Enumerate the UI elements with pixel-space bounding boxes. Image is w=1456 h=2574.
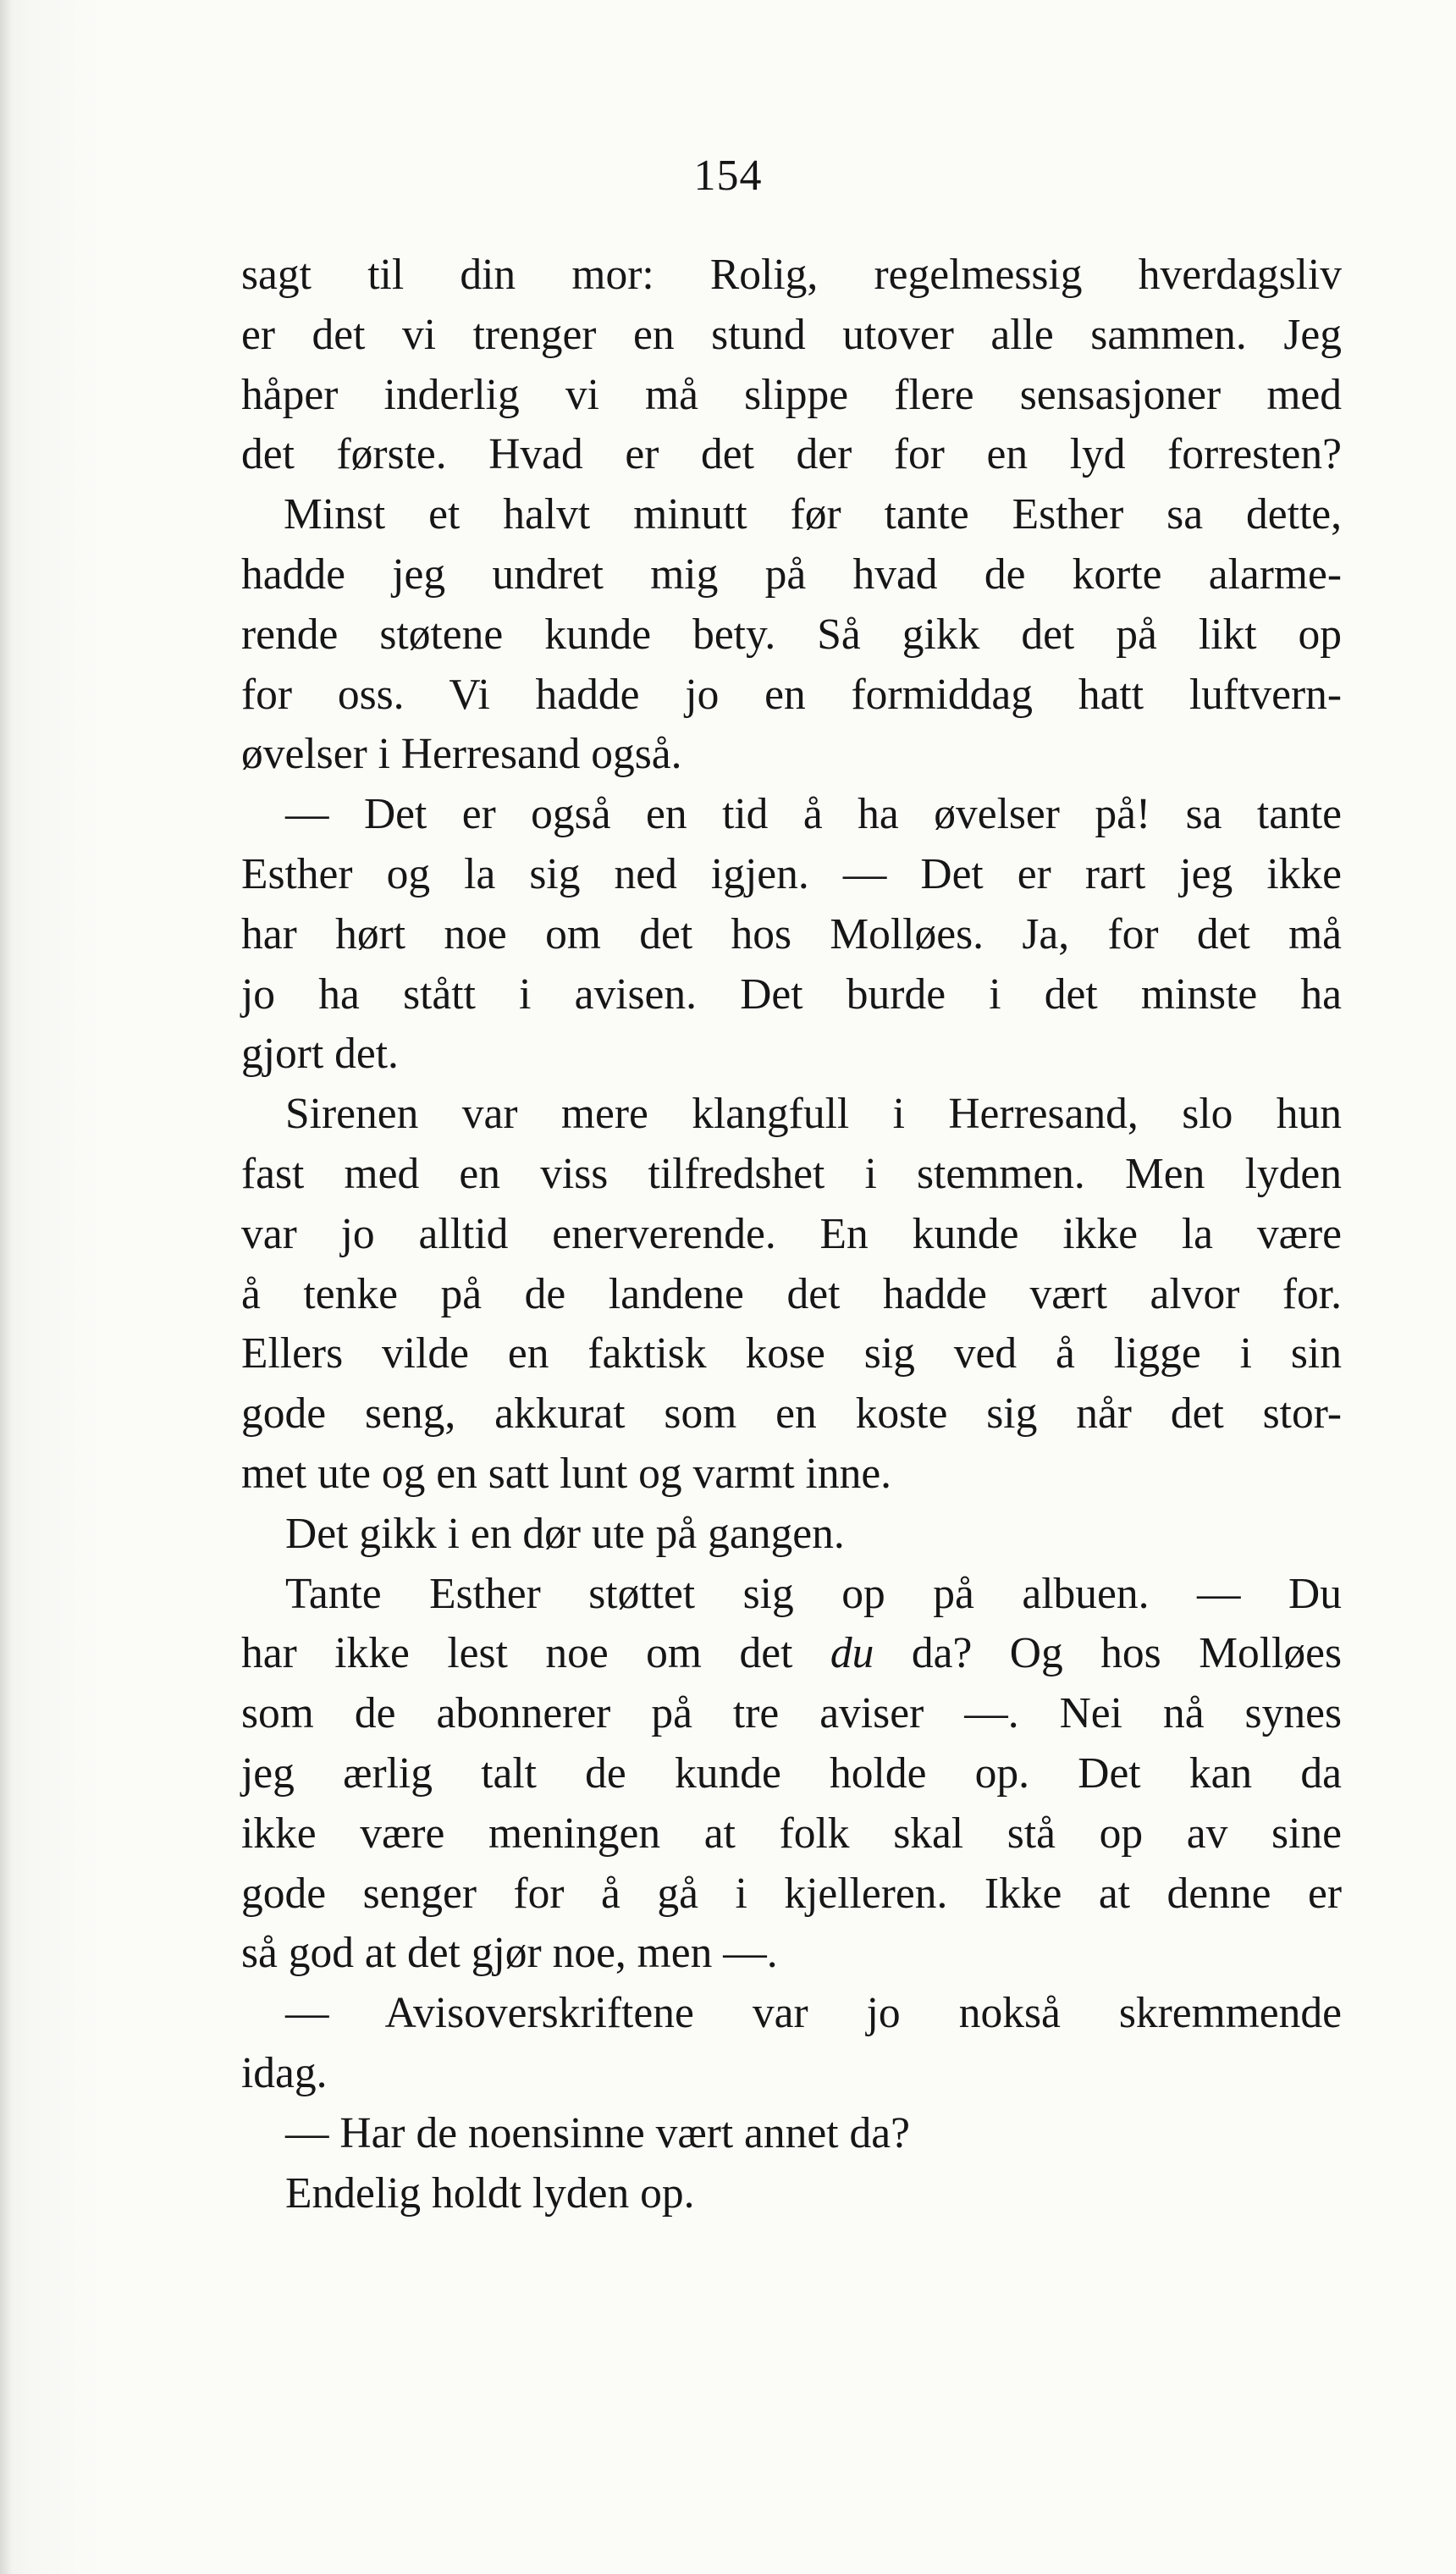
text-line: Esther og la sig ned igjen. — Det er rart jeg ikke [241, 849, 1342, 898]
text-line: idag. [241, 2048, 328, 2097]
text-line: Sirenen var mere klangfull i Herresand, slo hun [285, 1090, 1342, 1139]
text-line: Endelig holdt lyden op. [285, 2168, 695, 2218]
text-line: gode senger for å gå i kjelleren. Ikke at denne er [241, 1869, 1342, 1918]
text-line: Tante Esther støttet sig op på albuen. — Du [285, 1569, 1342, 1618]
body-text [241, 246, 1342, 2223]
text-line: ikke være meningen at folk skal stå op av sine [241, 1809, 1342, 1858]
text-line: — Har de noensinne vært annet da? [285, 2108, 910, 2157]
text-line: Det gikk i en dør ute på gangen. [285, 1509, 845, 1558]
text-line: gode seng, akkurat som en koste sig når det stor- [241, 1389, 1342, 1439]
text-line: Ellers vilde en faktisk kose sig ved å ligge i sin [241, 1329, 1342, 1378]
text-line: så god at det gjør noe, men —. [241, 1929, 778, 1978]
text-line: har hørt noe om det hos Molløes. Ja, for det må [241, 909, 1342, 958]
emphasis: du [830, 1629, 874, 1678]
text-line: håper inderlig vi må slippe flere sensasjoner med [241, 370, 1342, 419]
text-line: som de abonnerer på tre aviser —. Nei nå synes [241, 1689, 1342, 1738]
text-line: er det vi trenger en stund utover alle sammen. Jeg [241, 310, 1342, 359]
text-line: rende støtene kunde bety. Så gikk det på likt op [241, 610, 1342, 659]
text-line: met ute og en satt lunt og varmt inne. [241, 1449, 892, 1498]
text-line: hadde jeg undret mig på hvad de korte alarme- [241, 550, 1342, 599]
text-line: var jo alltid enerverende. En kunde ikke la være [241, 1209, 1342, 1258]
text-line: — Det er også en tid å ha øvelser på! sa tante [285, 790, 1342, 839]
text-line: jeg ærlig talt de kunde holde op. Det kan da [241, 1748, 1342, 1798]
text-line: har ikke lest noe om det du da? Og hos Molløes [241, 1629, 1342, 1678]
text-line: fast med en viss tilfredshet i stemmen. Men lyden [241, 1149, 1342, 1198]
text-line: gjort det. [241, 1030, 399, 1079]
text-line: — Avisoverskriftene var jo nokså skremmende [285, 1989, 1342, 2038]
page-edge-shadow [0, 0, 12, 2574]
text-line: sagt til din mor: Rolig, regelmessig hverdagsliv [241, 251, 1342, 299]
text-line: jo ha stått i avisen. Det burde i det minste ha [241, 969, 1342, 1019]
text-line: å tenke på de landene det hadde vært alvor for. [241, 1269, 1342, 1318]
text-line: det første. Hvad er det der for en lyd forresten? [241, 430, 1342, 479]
text-line: øvelser i Herresand også. [241, 730, 682, 779]
text-line: for oss. Vi hadde jo en formiddag hatt luftvern- [241, 670, 1342, 719]
page-number: 154 [693, 152, 763, 200]
text-line: Minst et halvt minutt før tante Esther sa dette, [284, 490, 1342, 539]
